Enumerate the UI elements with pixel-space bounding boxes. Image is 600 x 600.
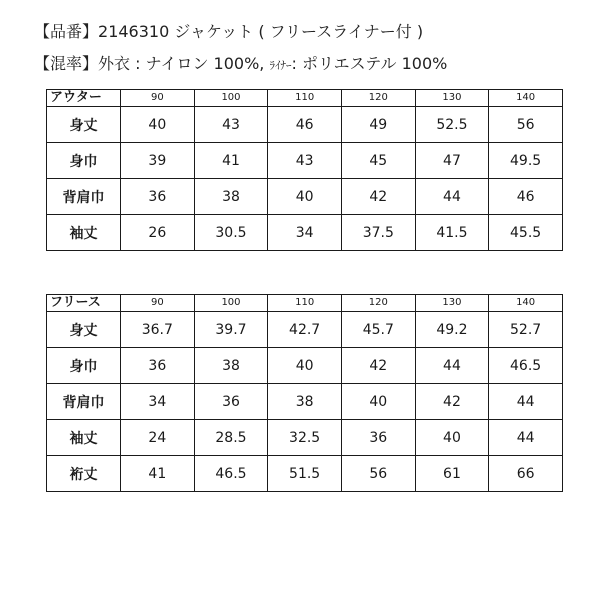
size-header: 110 bbox=[268, 90, 342, 107]
table-cell: 37.5 bbox=[341, 215, 415, 251]
table-cell: 40 bbox=[341, 384, 415, 420]
fleece-table-title: フリース bbox=[47, 295, 121, 312]
table-cell: 38 bbox=[194, 348, 268, 384]
table-cell: 44 bbox=[489, 384, 563, 420]
size-header: 90 bbox=[121, 90, 195, 107]
size-header: 110 bbox=[268, 295, 342, 312]
size-header: 130 bbox=[415, 90, 489, 107]
table-row bbox=[47, 420, 563, 456]
table-cell: 36 bbox=[121, 179, 195, 215]
table-cell: 41 bbox=[121, 456, 195, 492]
table-cell: 38 bbox=[268, 384, 342, 420]
product-number-label: 【品番】 bbox=[34, 22, 99, 41]
size-header: 140 bbox=[489, 295, 563, 312]
table-row bbox=[47, 456, 563, 492]
table-cell: 41 bbox=[194, 143, 268, 179]
table-cell: 56 bbox=[489, 107, 563, 143]
table-cell: 39.7 bbox=[194, 312, 268, 348]
table-cell: 34 bbox=[268, 215, 342, 251]
table-row bbox=[47, 179, 563, 215]
size-header: 140 bbox=[489, 90, 563, 107]
row-label: 袖丈 bbox=[47, 420, 121, 456]
table-cell: 36 bbox=[121, 348, 195, 384]
table-cell: 46.5 bbox=[194, 456, 268, 492]
table-row bbox=[47, 107, 563, 143]
table-cell: 49 bbox=[341, 107, 415, 143]
table-cell: 26 bbox=[121, 215, 195, 251]
material-outer: 外衣 : ナイロン 100%, bbox=[98, 54, 270, 73]
table-row bbox=[47, 143, 563, 179]
table-cell: 36.7 bbox=[121, 312, 195, 348]
table-cell: 28.5 bbox=[194, 420, 268, 456]
table-cell: 43 bbox=[268, 143, 342, 179]
product-number-value: 2146310 ジャケット ( フリースライナー付 ) bbox=[98, 22, 424, 41]
table-cell: 45.7 bbox=[341, 312, 415, 348]
table-cell: 52.5 bbox=[415, 107, 489, 143]
table-cell: 46 bbox=[489, 179, 563, 215]
product-number-line bbox=[34, 22, 423, 42]
table-cell: 41.5 bbox=[415, 215, 489, 251]
row-label: 背肩巾 bbox=[47, 179, 121, 215]
table-cell: 30.5 bbox=[194, 215, 268, 251]
row-label: 裄丈 bbox=[47, 456, 121, 492]
size-header: 100 bbox=[194, 90, 268, 107]
table-cell: 42 bbox=[341, 348, 415, 384]
table-cell: 66 bbox=[489, 456, 563, 492]
table-cell: 40 bbox=[268, 348, 342, 384]
row-label: 身巾 bbox=[47, 143, 121, 179]
table-cell: 32.5 bbox=[268, 420, 342, 456]
table-row bbox=[47, 348, 563, 384]
table-cell: 42.7 bbox=[268, 312, 342, 348]
table-cell: 51.5 bbox=[268, 456, 342, 492]
table-cell: 49.5 bbox=[489, 143, 563, 179]
table-cell: 34 bbox=[121, 384, 195, 420]
table-cell: 43 bbox=[194, 107, 268, 143]
table-cell: 44 bbox=[489, 420, 563, 456]
table-cell: 42 bbox=[415, 384, 489, 420]
table-cell: 40 bbox=[121, 107, 195, 143]
table-cell: 40 bbox=[415, 420, 489, 456]
size-header: 120 bbox=[341, 295, 415, 312]
row-label: 背肩巾 bbox=[47, 384, 121, 420]
table-cell: 45 bbox=[341, 143, 415, 179]
material-liner-value: : ポリエステル 100% bbox=[291, 54, 448, 73]
table-cell: 40 bbox=[268, 179, 342, 215]
table-cell: 44 bbox=[415, 179, 489, 215]
size-header: 100 bbox=[194, 295, 268, 312]
table-cell: 44 bbox=[415, 348, 489, 384]
table-cell: 36 bbox=[194, 384, 268, 420]
outer-size-table bbox=[46, 89, 563, 251]
table-row bbox=[47, 384, 563, 420]
table-row bbox=[47, 215, 563, 251]
table-cell: 45.5 bbox=[489, 215, 563, 251]
material-liner-label: ﾗｲﾅｰ bbox=[269, 59, 292, 72]
row-label: 袖丈 bbox=[47, 215, 121, 251]
material-line bbox=[34, 54, 447, 76]
material-label: 【混率】 bbox=[34, 54, 99, 73]
table-cell: 56 bbox=[341, 456, 415, 492]
size-header: 120 bbox=[341, 90, 415, 107]
row-label: 身丈 bbox=[47, 312, 121, 348]
table-cell: 38 bbox=[194, 179, 268, 215]
table-cell: 49.2 bbox=[415, 312, 489, 348]
table-cell: 42 bbox=[341, 179, 415, 215]
table-cell: 24 bbox=[121, 420, 195, 456]
table-cell: 47 bbox=[415, 143, 489, 179]
table-row bbox=[47, 312, 563, 348]
outer-table-title: アウター bbox=[47, 90, 121, 107]
size-header: 130 bbox=[415, 295, 489, 312]
table-cell: 52.7 bbox=[489, 312, 563, 348]
table-cell: 61 bbox=[415, 456, 489, 492]
fleece-size-table bbox=[46, 294, 563, 492]
table-header-row bbox=[47, 90, 563, 107]
row-label: 身巾 bbox=[47, 348, 121, 384]
table-header-row bbox=[47, 295, 563, 312]
table-cell: 39 bbox=[121, 143, 195, 179]
table-cell: 46.5 bbox=[489, 348, 563, 384]
size-header: 90 bbox=[121, 295, 195, 312]
row-label: 身丈 bbox=[47, 107, 121, 143]
table-cell: 36 bbox=[341, 420, 415, 456]
table-cell: 46 bbox=[268, 107, 342, 143]
